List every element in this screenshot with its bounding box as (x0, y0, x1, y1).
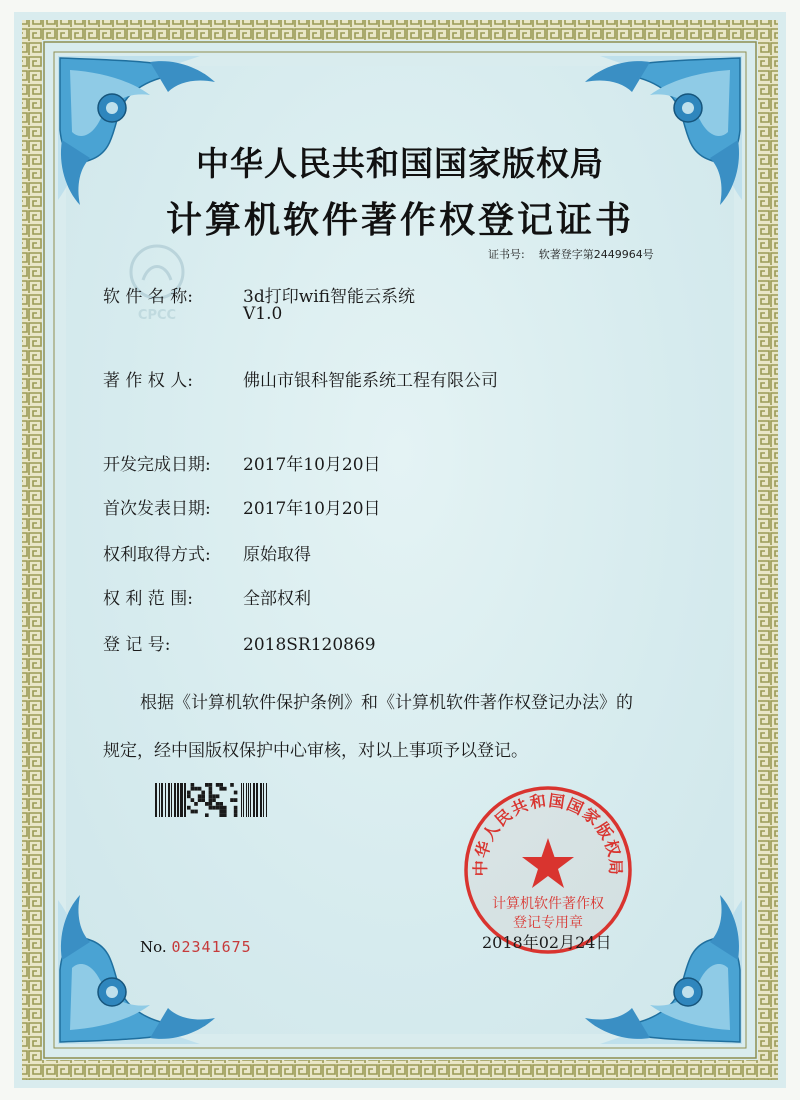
field-copyright-owner (103, 366, 498, 391)
field-label: 开发完成日期: (103, 455, 211, 475)
cpcc-watermark: CPCC (125, 240, 189, 330)
field-label: 权 利 范 围: (103, 589, 193, 609)
field-label: 软 件 名 称: (103, 287, 193, 307)
barcode-image (155, 783, 267, 817)
field-value: 2018SR120869 (243, 635, 376, 655)
serial-label: No. (140, 938, 167, 956)
serial-number (140, 938, 252, 956)
corner-ornament-bottom-left (58, 895, 215, 1044)
field-value: 2017年10月20日 (243, 499, 381, 519)
seal-line-2: 登记专用章 (513, 915, 583, 931)
field-rights-scope (103, 584, 311, 609)
field-value: 原始取得 (243, 545, 311, 565)
statement-line-1: 根据《计算机软件保护条例》和《计算机软件著作权登记办法》的 (140, 693, 633, 713)
statement-line-2: 规定，经中国版权保护中心审核，对以上事项予以登记。 (103, 741, 528, 761)
certificate-title: 计算机软件著作权登记证书 (165, 199, 634, 241)
field-label: 著 作 权 人: (103, 371, 193, 391)
field-acquire-method (103, 540, 311, 565)
field-pub-date (103, 494, 381, 519)
field-label: 首次发表日期: (103, 499, 211, 519)
certificate-number (488, 246, 668, 262)
software-version: V1.0 (243, 304, 283, 324)
serial-value: 02341675 (171, 938, 252, 956)
issuer-title: 中华人民共和国国家版权局 (196, 144, 604, 183)
certificate-number-value: 软著登字第2449964号 (538, 248, 654, 261)
seal-line-1: 计算机软件著作权 (492, 896, 604, 912)
issue-date: 2018年02月24日 (482, 933, 612, 952)
field-value: 全部权利 (243, 589, 311, 609)
certificate-number-label: 证书号: (488, 248, 525, 261)
field-value: 2017年10月20日 (243, 455, 381, 475)
field-label: 权利取得方式: (103, 545, 211, 565)
field-label: 登 记 号: (103, 635, 171, 655)
seal-arc-text: 中华人民共和国国家版权局 (470, 790, 626, 877)
field-reg-number (103, 630, 376, 655)
field-value: 3d打印wifi智能云系统 (243, 287, 416, 307)
field-dev-date (103, 450, 381, 475)
field-value: 佛山市银科智能系统工程有限公司 (243, 371, 498, 391)
